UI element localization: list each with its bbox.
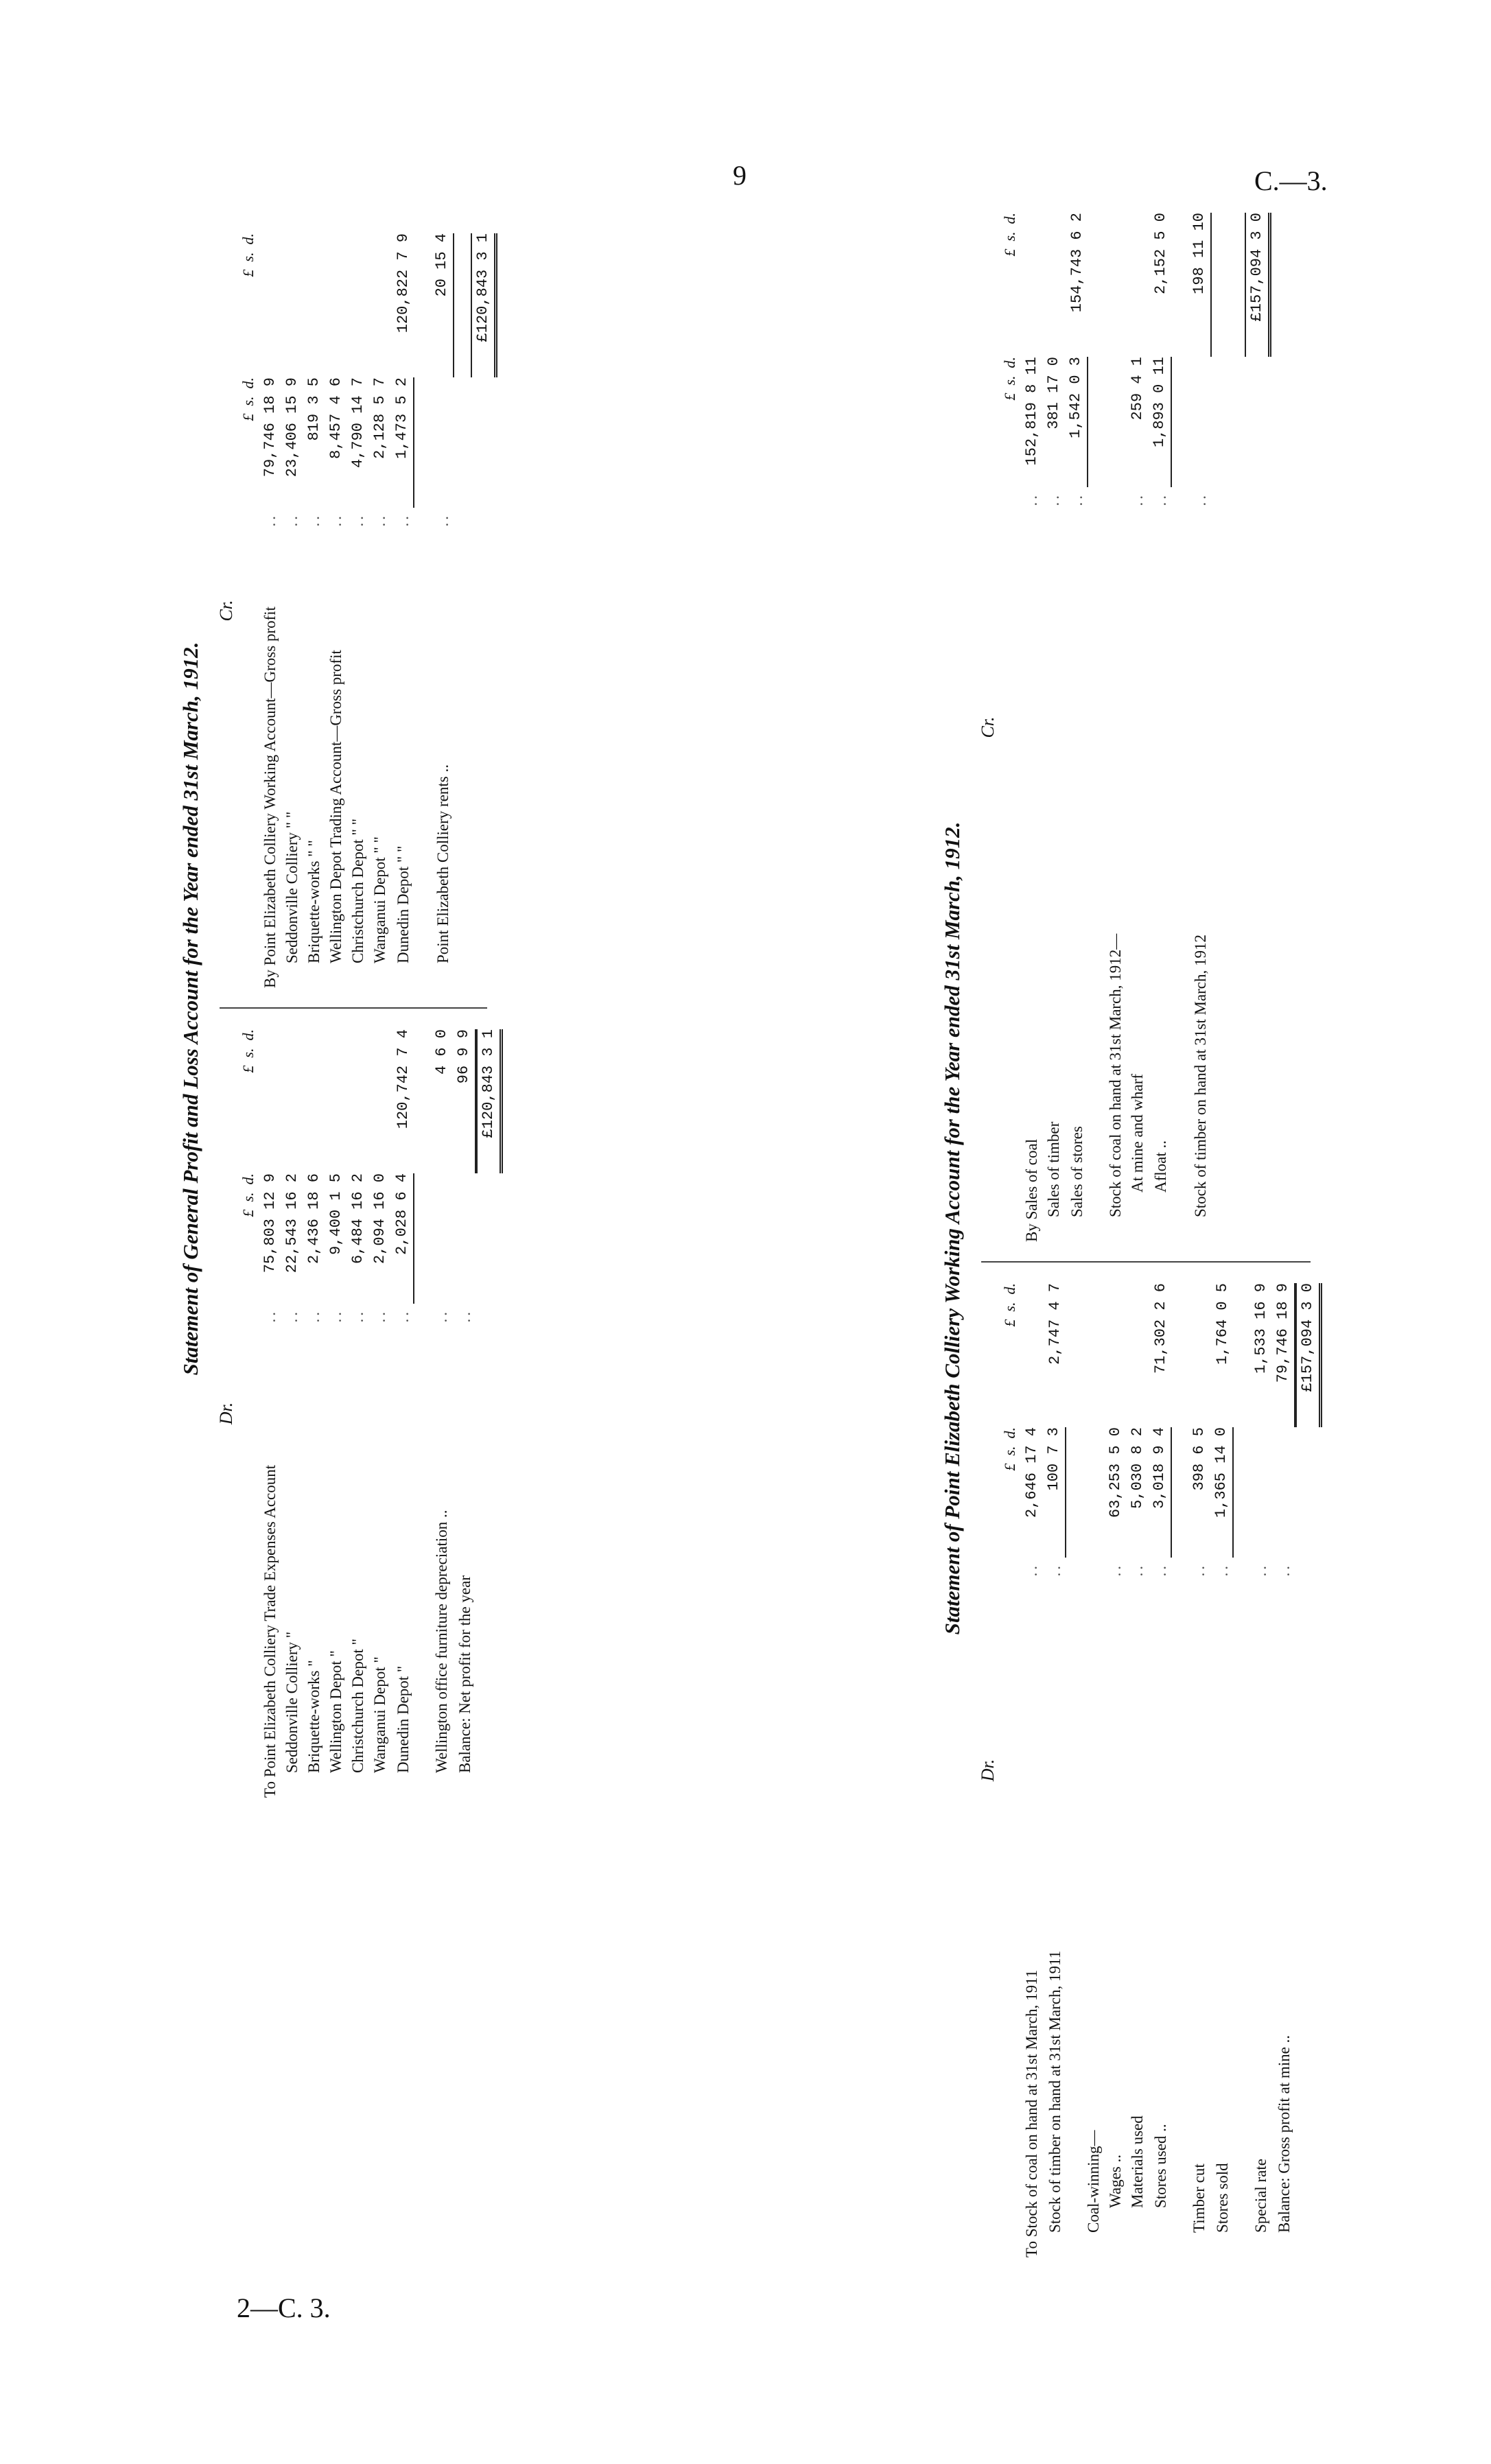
ledger-row: Wellington Depot " .. 9,400 1 5 [327, 1173, 344, 1773]
ledger-row: Wellington office furniture depreciation .. .. 4 6 0 [433, 1029, 450, 1773]
unit-header: £ s. d. [239, 1173, 257, 1217]
unit-header: £ s. d. [1001, 357, 1018, 401]
credit-side [977, 213, 1271, 1242]
ledger-row: Stores sold .. 1,365 14 0 1,764 0 5 [1210, 1283, 1234, 2257]
unit-header: £ s. d. [1001, 1283, 1018, 1327]
total-row: £120,843 3 1 [471, 233, 497, 988]
ledger-row: Sales of timber .. 381 17 0 [1045, 357, 1062, 1217]
total-row: £120,843 3 1 [476, 1029, 503, 1798]
ledger-row: Balance: Gross profit at mine .. .. 79,746 18 9 [1272, 1283, 1295, 2257]
ledger-row: Christchurch Depot " " .. 4,790 14 7 [349, 377, 366, 963]
ledger-row: Christchurch Depot " .. 6,484 16 2 [349, 1173, 366, 1773]
ledger-row: Seddonville Colliery " " .. 23,406 15 9 [283, 377, 301, 963]
ledger-row: Stock of coal on hand at 31st March, 1912— [1107, 933, 1124, 1217]
ledger-row: To Point Elizabeth Colliery Trade Expenses Account .. 75,803 12 9 [261, 1173, 279, 1798]
ledger-row: Wanganui Depot " .. 2,094 16 0 [371, 1173, 388, 1773]
debit-heading: Dr. [978, 1759, 998, 1782]
total-row: £157,094 3 0 [1295, 1283, 1322, 2257]
ledger-row: Seddonville Colliery " .. 22,543 16 2 [283, 1173, 301, 1773]
ledger-row: Timber cut .. 398 6 5 [1190, 1427, 1208, 2233]
debit-side [215, 1029, 503, 1798]
footer-signature: 2—C. 3. [237, 2292, 331, 2323]
ledger-row: Wellington Depot Trading Account—Gross profit .. 8,457 4 6 [327, 377, 344, 963]
ledger-row: Briquette-works " .. 2,436 18 6 [305, 1173, 322, 1773]
ledger-row: Dunedin Depot " " .. 1,473 5 2 120,822 7 9 [391, 233, 414, 988]
statement-title: Statement of Point Elizabeth Colliery Working Account for the Year ended 31st March, 1912. [940, 821, 964, 1635]
debit-heading: Dr. [216, 1402, 236, 1425]
ledger-row: Stores used .. .. 3,018 9 4 71,302 2 6 [1149, 1283, 1172, 2257]
ledger-row: Sales of stores .. 1,542 0 3 154,743 6 2 [1065, 213, 1088, 1242]
ledger-row: To Stock of coal on hand at 31st March, 1911 .. 2,646 17 4 [1023, 1427, 1040, 2257]
ledger-row: Special rate .. 1,533 16 9 [1252, 1283, 1269, 2233]
colliery-working-statement [940, 199, 1324, 2257]
ledger-row: Stock of timber on hand at 31st March, 1912 .. 198 11 10 [1188, 213, 1212, 1242]
ledger-row: Balance: Net profit for the year .. 96 9 9 [453, 1029, 476, 1798]
unit-header: £ s. d. [1001, 1427, 1018, 1471]
ledger-row: At mine and wharf .. 259 4 1 [1129, 357, 1146, 1193]
ledger-row: Afloat .. .. 1,893 0 11 2,152 5 0 [1149, 213, 1172, 1242]
unit-header: £ s. d. [1001, 213, 1018, 257]
credit-side [215, 233, 497, 988]
ledger-row: Wanganui Depot " " .. 2,128 5 7 [371, 377, 388, 963]
ledger-row: By Sales of coal .. 152,819 8 11 [1023, 357, 1040, 1242]
debit-side [977, 1283, 1322, 2257]
ledger-row: By Point Elizabeth Colliery Working Account—Gross profit .. 79,746 18 9 [261, 377, 279, 988]
document-reference: C.—3. [1254, 165, 1328, 196]
ledger-row: Wages .. .. 63,253 5 0 [1107, 1427, 1124, 2208]
credit-heading: Cr. [978, 716, 998, 738]
ledger-row: Point Elizabeth Colliery rents .. .. 20 15 4 [431, 233, 454, 988]
unit-header: £ s. d. [239, 1029, 257, 1073]
profit-loss-statement [178, 220, 497, 1798]
ledger-row: Materials used .. 5,030 8 2 [1129, 1427, 1146, 2208]
ledger-row: Coal-winning— [1085, 2130, 1102, 2233]
ledger-row: Stock of timber on hand at 31st March, 1911 .. 100 7 3 2,747 4 7 [1043, 1283, 1066, 2257]
total-row: £157,094 3 0 [1245, 213, 1271, 1242]
ledger-row: Dunedin Depot " .. 2,028 6 4 120,742 7 4 [391, 1029, 414, 1798]
statement-title: Statement of General Profit and Loss Account for the Year ended 31st March, 1912. [178, 642, 202, 1376]
ledger-row: Briquette-works " " .. 819 3 5 [305, 377, 322, 963]
page-number: 9 [733, 160, 747, 191]
unit-header: £ s. d. [239, 233, 257, 277]
unit-header: £ s. d. [239, 377, 257, 421]
credit-heading: Cr. [216, 600, 236, 622]
